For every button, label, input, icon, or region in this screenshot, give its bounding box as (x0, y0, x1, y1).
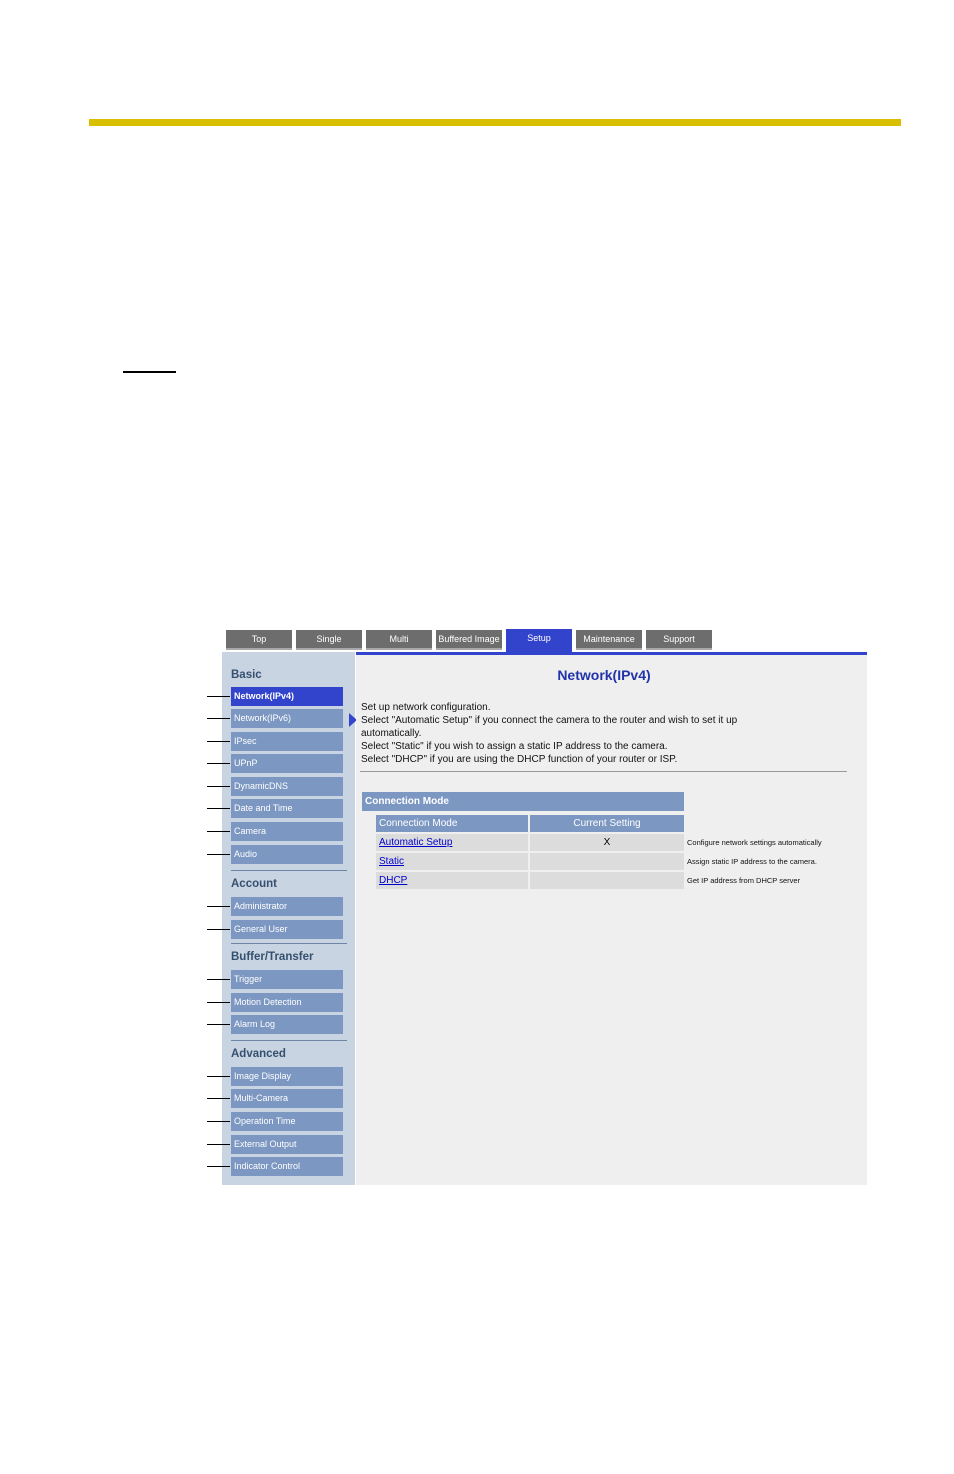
description (361, 701, 841, 766)
current-setting-cell: X (530, 834, 684, 851)
row-note: Assign static IP address to the camera. (687, 857, 817, 866)
callout-line (207, 718, 230, 719)
sidebar-item-upnp[interactable]: UPnP (231, 754, 343, 773)
sidebar-item-date-and-time[interactable]: Date and Time (231, 799, 343, 818)
static-link[interactable]: Static (379, 856, 405, 867)
divider (360, 771, 847, 772)
sidebar-item-audio[interactable]: Audio (231, 845, 343, 864)
table-row (376, 834, 528, 851)
sidebar-item-administrator[interactable]: Administrator (231, 897, 343, 916)
sidebar-item-alarm-log[interactable]: Alarm Log (231, 1015, 343, 1034)
table-row (376, 853, 528, 870)
section-title-basic: Basic (231, 669, 262, 681)
sidebar-item-multi-camera[interactable]: Multi-Camera (231, 1089, 343, 1108)
callout-line (207, 1002, 230, 1003)
column-header-connection-mode: Connection Mode (376, 815, 528, 832)
edge-mask (867, 1044, 877, 1189)
tab-setup[interactable]: Setup (506, 629, 572, 652)
row-note: Configure network settings automatically (687, 838, 822, 847)
table-row (376, 872, 528, 889)
current-setting-cell (530, 853, 684, 870)
sidebar-item-operation-time[interactable]: Operation Time (231, 1112, 343, 1131)
sidebar-item-network-ipv6[interactable]: Network(IPv6) (231, 709, 343, 728)
dhcp-link[interactable]: DHCP (379, 875, 408, 886)
sidebar-item-external-output[interactable]: External Output (231, 1135, 343, 1154)
callout-line (207, 1076, 230, 1077)
tab-single[interactable]: Single (296, 630, 362, 650)
section-title-advanced: Advanced (231, 1048, 286, 1060)
tab-maintenance[interactable]: Maintenance (576, 630, 642, 650)
main-panel (356, 655, 867, 1185)
description-line: automatically. (361, 728, 422, 739)
row-note: Get IP address from DHCP server (687, 876, 801, 885)
tab-top[interactable]: Top (226, 630, 292, 650)
sidebar-item-camera[interactable]: Camera (231, 822, 343, 841)
sidebar-item-ipsec[interactable]: IPsec (231, 732, 343, 751)
connection-mode-header: Connection Mode (362, 792, 684, 811)
callout-line (207, 741, 230, 742)
callout-line (207, 763, 230, 764)
sidebar-item-motion-detection[interactable]: Motion Detection (231, 993, 343, 1012)
section-divider (231, 943, 347, 944)
sidebar-item-network-ipv4[interactable]: Network(IPv4) (231, 687, 343, 706)
callout-line (207, 1098, 230, 1099)
automatic-setup-link[interactable]: Automatic Setup (379, 837, 453, 848)
section-divider (231, 1040, 347, 1041)
section-divider (231, 870, 347, 871)
current-setting-cell (530, 872, 684, 889)
callout-line (207, 929, 230, 930)
page-title: Network(IPv4) (557, 667, 651, 683)
callout-line (207, 1024, 230, 1025)
tab-support[interactable]: Support (646, 630, 712, 650)
callout-line (207, 979, 230, 980)
callout-line (207, 786, 230, 787)
camera-setup-screenshot (222, 628, 869, 1185)
sidebar-item-dynamicdns[interactable]: DynamicDNS (231, 777, 343, 796)
tab-buffered-image[interactable]: Buffered Image (436, 630, 502, 650)
callout-line (207, 1166, 230, 1167)
description-line: Set up network configuration. (361, 702, 491, 713)
tab-bar (222, 628, 869, 652)
sidebar-item-trigger[interactable]: Trigger (231, 970, 343, 989)
callout-line (207, 906, 230, 907)
callout-line (207, 808, 230, 809)
callout-line (207, 696, 230, 697)
header-rule (89, 119, 901, 126)
description-line: Select "Automatic Setup" if you connect the camera to the router and wish to set it up (361, 715, 738, 726)
sidebar-item-general-user[interactable]: General User (231, 920, 343, 939)
section-title-account: Account (231, 878, 277, 890)
description-line: Select "DHCP" if you are using the DHCP function of your router or ISP. (361, 754, 678, 765)
description-line: Select "Static" if you wish to assign a static IP address to the camera. (361, 741, 668, 752)
sidebar-item-image-display[interactable]: Image Display (231, 1067, 343, 1086)
sidebar (222, 652, 355, 1185)
sidebar-item-indicator-control[interactable]: Indicator Control (231, 1157, 343, 1176)
callout-line (207, 854, 230, 855)
callout-line (207, 1144, 230, 1145)
section-title-buffer-transfer: Buffer/Transfer (231, 951, 314, 963)
tab-multi[interactable]: Multi (366, 630, 432, 650)
note-underline (123, 371, 176, 373)
column-header-current-setting: Current Setting (530, 815, 684, 832)
callout-line (207, 1121, 230, 1122)
callout-line (207, 831, 230, 832)
